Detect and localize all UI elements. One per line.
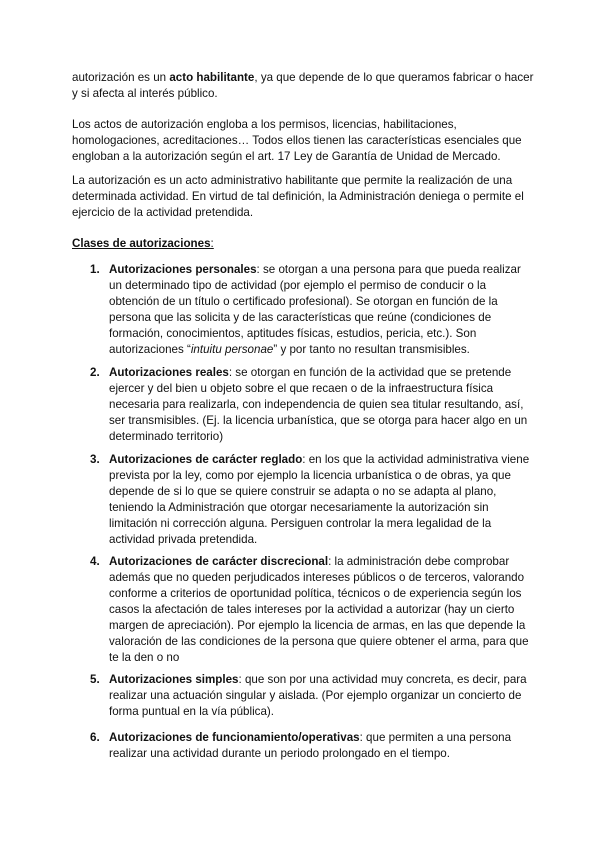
list-item-body xyxy=(109,262,530,358)
list-item-text: : que son por una actividad muy concreta, es decir, para realizar una actuación singular y aislada. (Por ejemplo organizar un concierto de forma puntual en la vía pública). xyxy=(109,673,527,718)
list-item-body xyxy=(109,554,530,666)
list-item-body xyxy=(109,365,530,445)
list-item-funcionamiento xyxy=(90,730,530,762)
paragraph-actos: Los actos de autorización engloba a los permisos, licencias, habilitaciones, homologaciones, acreditaciones… Todos ellos tienen las características esenciales que engloban a la autorización según el art. 17 Ley de Garantía de Unidad de Mercado. xyxy=(72,118,522,163)
list-item-title: Autorizaciones de funcionamiento/operativas xyxy=(109,731,360,744)
list-number: 4. xyxy=(90,555,100,568)
list-item-text: : se otorgan a una persona para que pueda realizar un determinado tipo de actividad (por ejemplo el permiso de conducir o la obtención de un título o certificado profesional). Se otorgan en función de la persona que las solicita y de las características que reúne (condiciones de formación, conocimientos, aptitudes físicas, estudios, pericia, etc.). Son autorizaciones “ xyxy=(109,263,521,356)
paragraph-intro-end: , ya que depende de lo que queramos fabricar o hacer y si afecta al interés público. xyxy=(72,71,534,100)
list-item-text: : la administración debe comprobar además que no queden perjudicados intereses públicos o de terceros, valorando conforme a criterios de oportunidad política, técnicos o de experiencia según los casos la afectación de tales intereses por la actividad a autorizar (hay un cierto margen de apreciación). Por ejemplo la licencia de armas, en las que depende la valoración de las condiciones de la persona que quiere obtener el arma, para que te la den o no xyxy=(109,555,529,664)
list-item-title: Autorizaciones de carácter reglado xyxy=(109,453,303,466)
list-item-title: Autorizaciones simples xyxy=(109,673,239,686)
list-item-title: Autorizaciones personales xyxy=(109,263,257,276)
section-heading-colon: : xyxy=(210,237,214,250)
list-item-body xyxy=(109,730,530,762)
list-item-italic-term: intuitu personae xyxy=(190,343,274,356)
list-item-reales xyxy=(90,365,530,445)
list-item-text-end: ” y por tanto no resultan transmisibles. xyxy=(273,343,470,356)
list-item-text: : que permiten a una persona realizar una actividad durante un periodo prolongado en el tiempo. xyxy=(109,731,512,760)
list-item-title: Autorizaciones reales xyxy=(109,366,229,379)
paragraph-intro-start: autorización es un xyxy=(72,71,170,84)
list-item-body xyxy=(109,452,530,548)
list-number: 1. xyxy=(90,263,100,276)
section-heading-text: Clases de autorizaciones xyxy=(72,237,211,250)
list-item-title: Autorizaciones de carácter discrecional xyxy=(109,555,329,568)
list-number: 5. xyxy=(90,673,100,686)
list-item-reglado xyxy=(90,452,530,548)
list-item-personales xyxy=(90,262,530,358)
list-item-discrecional xyxy=(90,554,530,666)
paragraph-definicion: La autorización es un acto administrativo habilitante que permite la realización de una determinada actividad. En virtud de tal definición, la Administración deniega o permite el ejercicio de la actividad pretendida. xyxy=(72,174,524,219)
list-item-text: : se otorgan en función de la actividad que se pretende ejercer y del bien u objeto sobre el que recaen o de la infraestructura física necesaria para realizarla, con independencia de quien sea titular resultando, así, ser transmisibles. (Ej. la licencia urbanística, que se otorga para hacer algo en un determinado territorio) xyxy=(109,366,528,443)
list-item-body xyxy=(109,672,530,720)
paragraph-intro xyxy=(72,70,542,102)
list-number: 2. xyxy=(90,366,100,379)
list-item-text: : en los que la actividad administrativa viene prevista por la ley, como por ejemplo la licencia urbanística o de obras, ya que depende de si lo que se quiere construir se adapta o no se adapta al plano, teniendo la Administración que otorgar necesariamente la autorización sin limitación ni corrección alguna. Persiguen controlar la mera legalidad de la actividad privada pretendida. xyxy=(109,453,530,546)
list-item-simples xyxy=(90,672,530,720)
list-number: 3. xyxy=(90,453,100,466)
list-number: 6. xyxy=(90,731,100,744)
acto-habilitante-term: acto habilitante xyxy=(169,71,255,84)
section-heading xyxy=(72,236,542,252)
